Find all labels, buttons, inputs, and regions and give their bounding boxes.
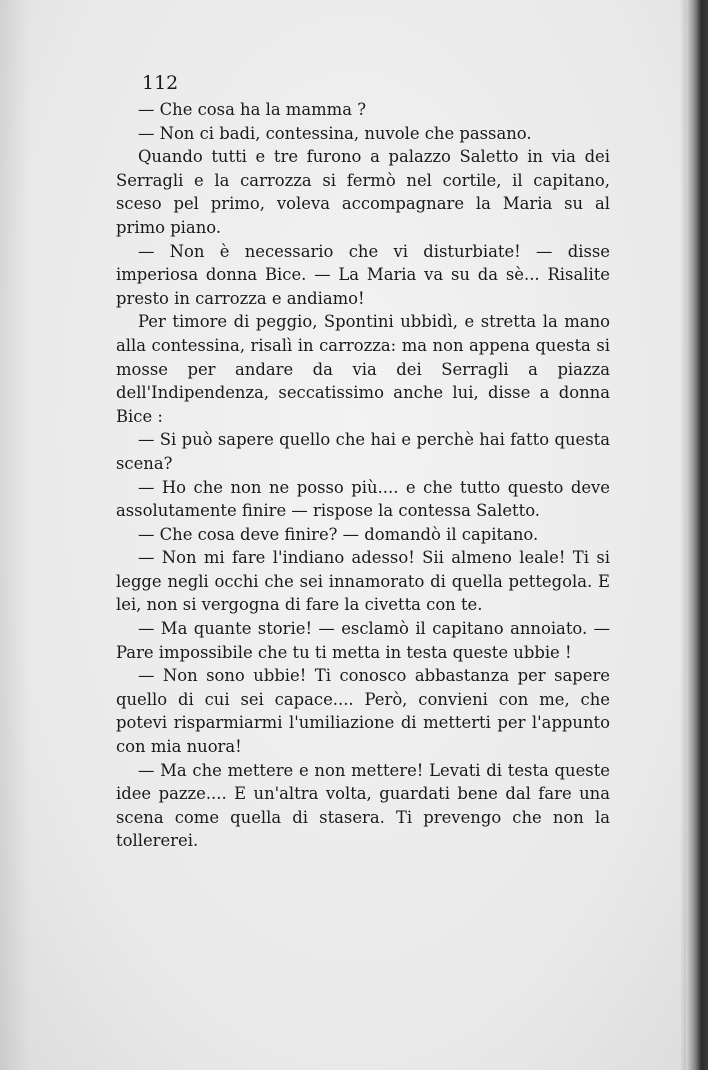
paragraph: — Non ci badi, contessina, nuvole che passano.: [138, 123, 532, 143]
body-text: [116, 98, 610, 853]
paragraph: — Non mi fare l'indiano adesso! Sii almeno leale! Ti si legge negli occhi che sei innamorato di quella pettegola. E lei, non si vergogna di fare la civetta con te.: [116, 548, 610, 615]
book-spine: [686, 0, 708, 1070]
paragraph: — Ma che mettere e non mettere! Levati di testa queste idee pazze.... E un'altra volta, guardati bene dal fare una scena come quella di stasera. Ti prevengo che non la tollererei.: [116, 760, 610, 851]
paragraph: — Ma quante storie! — esclamò il capitano annoiato. — Pare impossibile che tu ti metta in testa queste ubbie !: [116, 619, 610, 662]
page-number: 112: [142, 72, 179, 94]
paragraph: — Ho che non ne posso più.... e che tutto questo deve assolutamente finire — rispose la contessa Saletto.: [116, 477, 610, 521]
paragraph: Quando tutti e tre furono a palazzo Saletto in via dei Serragli e la carrozza si fermò nel cortile, il capitano, sceso pel primo, voleva accompagnare la Maria su al primo piano.: [116, 147, 610, 237]
paragraph: — Si può sapere quello che hai e perchè hai fatto questa scena?: [116, 430, 610, 473]
paragraph: — Non sono ubbie! Ti conosco abbastanza per sapere quello di cui sei capace.... Però, convieni con me, che potevi risparmiarmi l'umiliazione di metterti per l'appunto con mia nuora!: [116, 666, 610, 757]
paragraph: Per timore di peggio, Spontini ubbidì, e stretta la mano alla contessina, risalì in carrozza: ma non appena questa si mosse per andare da via dei Serragli a piazza dell'Indipendenza, seccatissimo anche lui, disse a donna Bice :: [116, 312, 610, 426]
paragraph: — Non è necessario che vi disturbiate! — disse imperiosa donna Bice. — La Maria va su da sè... Risalite presto in carrozza e andiamo!: [116, 241, 610, 308]
paragraph: — Che cosa ha la mamma ?: [138, 100, 366, 119]
page-shadow-left: [0, 0, 30, 1070]
paragraph: — Che cosa deve finire? — domandò il capitano.: [138, 524, 539, 544]
